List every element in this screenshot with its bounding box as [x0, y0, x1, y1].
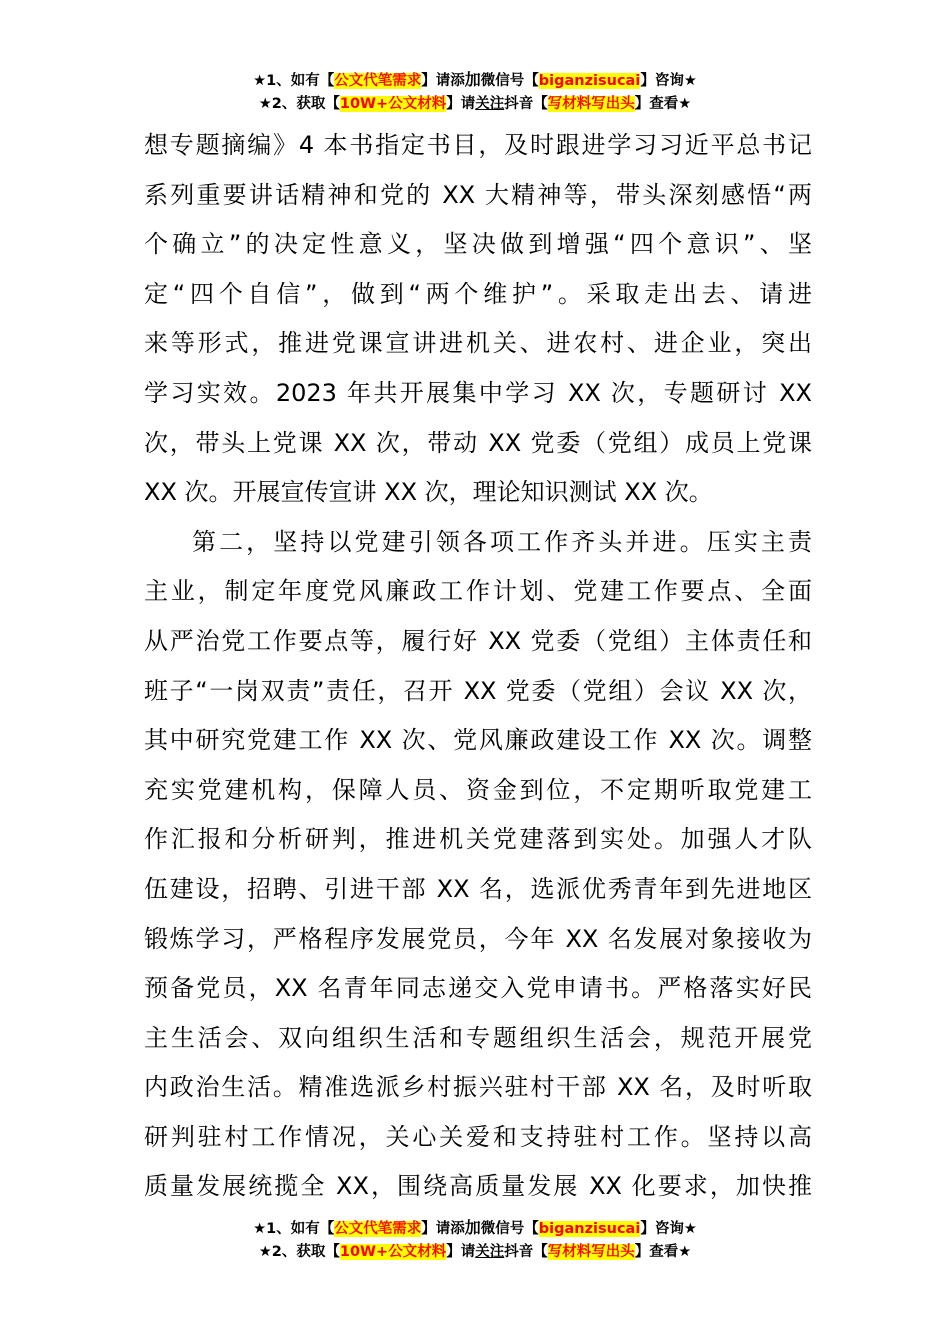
text-line: 定“四个自信”，做到“两个维护”。采取走出去、请进 — [144, 279, 812, 308]
banner-text: ★2、获取【 — [258, 1244, 340, 1260]
text-line: 来等形式，推进党课宣讲进机关、进农村、进企业，突出 — [144, 329, 812, 358]
banner-highlight-materials: 10W+公文材料 — [339, 1244, 447, 1260]
banner-text: 微信号【 — [480, 73, 539, 89]
text-line: 充实党建机构，保障人员、资金到位，不定期听取党建工 — [144, 775, 812, 804]
footer-banner-line-2 — [0, 1241, 950, 1264]
text-line: 个确立”的决定性意义，坚决做到增强“四个意识”、坚 — [144, 230, 812, 259]
banner-text: 】请添 — [421, 1221, 465, 1237]
text-line: 次，带头上党课 XX 次，带动 XX 党委（党组）成员上党课 — [144, 428, 812, 457]
banner-highlight-wechat-id: biganzisucai — [538, 1221, 641, 1237]
text-line: 主生活会、双向组织生活和专题组织生活会，规范开展党 — [144, 1023, 812, 1052]
footer-banner — [0, 1216, 950, 1264]
banner-text: ★2、获取【 — [258, 96, 340, 112]
paragraph-2 — [144, 518, 812, 1212]
banner-text: 】请 — [446, 1244, 476, 1260]
header-banner-line-2 — [0, 93, 950, 116]
text-line: 锻炼学习，严格程序发展党员，今年 XX 名发展对象接收为 — [144, 924, 812, 953]
banner-text: 】咨询★ — [640, 1221, 697, 1237]
banner-highlight-douyin-account: 写材料写出头 — [547, 96, 635, 112]
banner-text: 】咨询★ — [640, 73, 697, 89]
text-line: 预备党员，XX 名青年同志递交入党申请书。严格落实好民 — [144, 974, 812, 1003]
text-line: 内政治生活。精准选派乡村振兴驻村干部 XX 名，及时听取 — [144, 1073, 812, 1102]
text-line: 质量发展统揽全 XX，围绕高质量发展 XX 化要求，加快推 — [144, 1172, 812, 1201]
banner-highlight-materials: 10W+公文材料 — [339, 96, 447, 112]
text-line: XX 次。开展宣传宣讲 XX 次，理论知识测试 XX 次。 — [144, 478, 713, 507]
header-banner-line-1 — [0, 68, 950, 93]
banner-highlight-service: 公文代笔需求 — [334, 73, 422, 89]
banner-text: 抖音【 — [504, 96, 548, 112]
banner-text: 】查看★ — [634, 1244, 692, 1260]
banner-text: 】查看★ — [634, 96, 692, 112]
banner-emphasis: 加 — [464, 70, 481, 89]
banner-text: 】请添 — [421, 73, 465, 89]
document-body — [144, 121, 812, 1212]
banner-highlight-service: 公文代笔需求 — [334, 1221, 422, 1237]
text-line: 从严治党工作要点等，履行好 XX 党委（党组）主体责任和 — [144, 626, 812, 655]
banner-text: 抖音【 — [504, 1244, 548, 1260]
banner-emphasis: 关注 — [475, 96, 505, 112]
text-line: 研判驻村工作情况，关心关爱和支持驻村工作。坚持以高 — [144, 1122, 812, 1151]
banner-text: 】请 — [446, 96, 476, 112]
text-line: 其中研究党建工作 XX 次、党风廉政建设工作 XX 次。调整 — [144, 726, 812, 755]
paragraph-1 — [144, 121, 812, 518]
banner-highlight-wechat-id: biganzisucai — [538, 73, 641, 89]
text-line: 作汇报和分析研判，推进机关党建落到实处。加强人才队 — [144, 825, 812, 854]
text-line: 学习实效。2023 年共开展集中学习 XX 次，专题研讨 XX — [144, 378, 812, 407]
banner-text: 微信号【 — [480, 1221, 539, 1237]
header-banner — [0, 68, 950, 116]
banner-highlight-douyin-account: 写材料写出头 — [547, 1244, 635, 1260]
banner-text: ★1、如有【 — [253, 1221, 335, 1237]
footer-banner-line-1 — [0, 1216, 950, 1241]
banner-emphasis: 加 — [464, 1218, 481, 1237]
banner-emphasis: 关注 — [475, 1244, 505, 1260]
text-line: 系列重要讲话精神和党的 XX 大精神等，带头深刻感悟“两 — [144, 180, 812, 209]
text-line: 主业，制定年度党风廉政工作计划、党建工作要点、全面 — [144, 577, 812, 606]
text-line: 伍建设，招聘、引进干部 XX 名，选派优秀青年到先进地区 — [144, 874, 812, 903]
text-line: 班子“一岗双责”责任，召开 XX 党委（党组）会议 XX 次， — [144, 676, 812, 705]
text-line: 想专题摘编》4 本书指定书目，及时跟进学习习近平总书记 — [144, 131, 812, 159]
banner-text: ★1、如有【 — [253, 73, 335, 89]
text-line: 第二，坚持以党建引领各项工作齐头并进。压实主责 — [192, 527, 812, 556]
